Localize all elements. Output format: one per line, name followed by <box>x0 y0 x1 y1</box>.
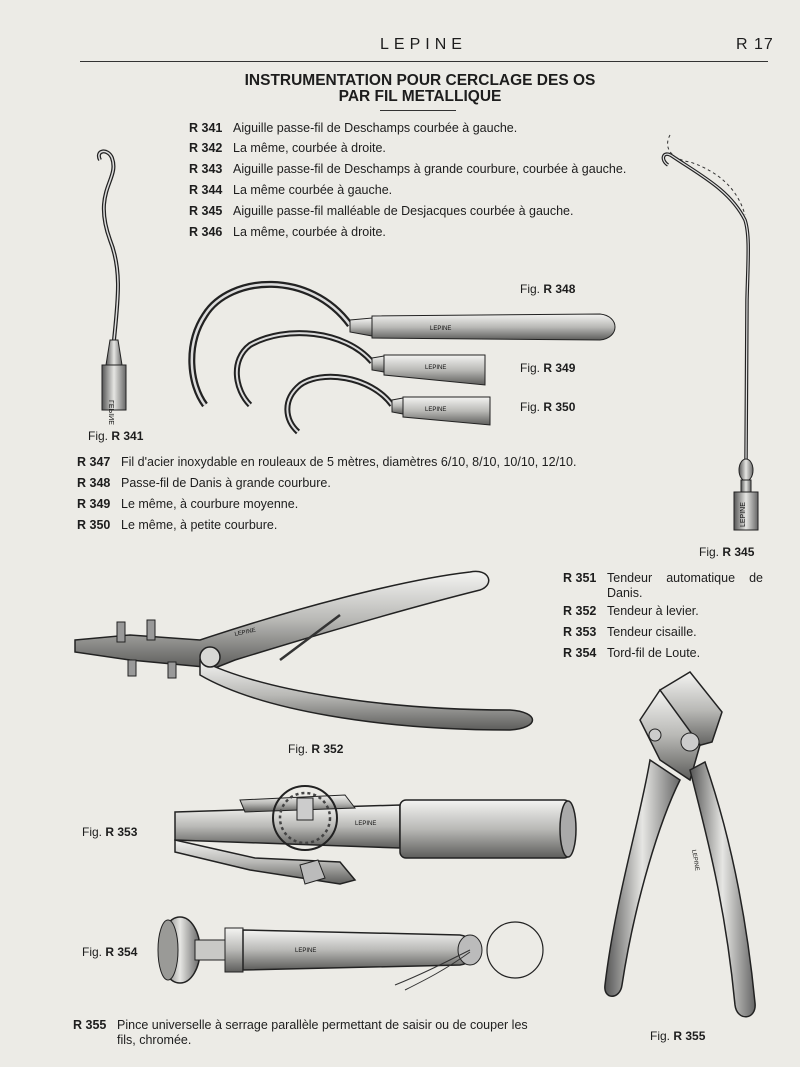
engraving-brand: LEPINE <box>425 365 447 371</box>
engraving-brand: LEPINE <box>355 821 377 827</box>
item-text: Passe-fil de Danis à grande courbure. <box>121 476 331 490</box>
page-number: R 17 <box>736 36 774 53</box>
item-text: Tendeur automatique de Danis. <box>607 571 763 600</box>
engraving-brand: LEPINE <box>740 502 747 527</box>
item-code: R 342 <box>189 141 223 155</box>
item-text: Le même, à courbure moyenne. <box>121 497 299 511</box>
item-code: R 351 <box>563 571 597 585</box>
instrument-r354-tord-fil <box>158 917 543 990</box>
item-text: La même, courbée à droite. <box>233 141 386 155</box>
instrument-r349-passe-fil <box>237 333 485 405</box>
item-text: La même courbée à gauche. <box>233 183 393 197</box>
item-code: R 355 <box>73 1018 107 1032</box>
caption-fig-r341: Fig. R 341 <box>88 429 144 443</box>
caption-fig-r355: Fig. R 355 <box>650 1029 706 1043</box>
item-text: Tord-fil de Loute. <box>607 646 701 660</box>
title-line-2: PAR FIL METALLIQUE <box>338 88 502 105</box>
item-text: Le même, à petite courbure. <box>121 518 278 532</box>
instrument-r352-tendeur <box>75 571 533 730</box>
caption-fig-r350: Fig. R 350 <box>520 400 576 414</box>
item-text: Tendeur à levier. <box>607 604 699 618</box>
engraving-brand: LEPINE <box>295 948 317 954</box>
item-code: R 344 <box>189 183 223 197</box>
item-code: R 353 <box>563 625 597 639</box>
instrument-r345-needle <box>663 135 758 530</box>
caption-fig-r348: Fig. R 348 <box>520 282 576 296</box>
item-text: Aiguille passe-fil malléable de Desjacques courbée à gauche. <box>233 204 574 218</box>
caption-fig-r345: Fig. R 345 <box>699 545 755 559</box>
item-code: R 343 <box>189 162 223 176</box>
instrument-r350-passe-fil <box>287 377 490 432</box>
item-code: R 346 <box>189 225 223 239</box>
caption-fig-r349: Fig. R 349 <box>520 361 576 375</box>
item-code: R 352 <box>563 604 597 618</box>
caption-fig-r353: Fig. R 353 <box>82 825 138 839</box>
instrument-r355-pince <box>605 672 755 1017</box>
item-code: R 349 <box>77 497 111 511</box>
item-text: La même, courbée à droite. <box>233 225 386 239</box>
engraving-brand-mirrored: LEPINE <box>109 400 116 425</box>
item-code: R 345 <box>189 204 223 218</box>
title-line-1: INSTRUMENTATION POUR CERCLAGE DES OS <box>244 72 596 89</box>
header-brand: LEPINE <box>380 36 467 53</box>
item-code: R 350 <box>77 518 111 532</box>
instrument-r341-needle <box>99 151 126 425</box>
item-code: R 348 <box>77 476 111 490</box>
item-code: R 347 <box>77 455 111 469</box>
item-text: Tendeur cisaille. <box>607 625 697 639</box>
instrument-r353-tendeur-cisaille <box>175 786 576 884</box>
item-text: Aiguille passe-fil de Deschamps courbée à gauche. <box>233 121 518 135</box>
item-code: R 354 <box>563 646 597 660</box>
item-text: Aiguille passe-fil de Deschamps à grande courbure, courbée à gauche. <box>233 162 627 176</box>
caption-fig-r354: Fig. R 354 <box>82 945 138 959</box>
engraving-brand: LEPINE <box>690 849 700 872</box>
item-text: Pince universelle à serrage parallèle permettant de saisir ou de couper les fils, chromée. <box>117 1018 528 1047</box>
engraving-brand: LEPINE <box>234 627 257 638</box>
item-code: R 341 <box>189 121 223 135</box>
engraving-brand: LEPINE <box>430 326 452 332</box>
engraving-brand: LEPINE <box>425 407 447 413</box>
caption-fig-r352: Fig. R 352 <box>288 742 344 756</box>
item-text: Fil d'acier inoxydable en rouleaux de 5 mètres, diamètres 6/10, 8/10, 10/10, 12/10. <box>121 455 577 469</box>
